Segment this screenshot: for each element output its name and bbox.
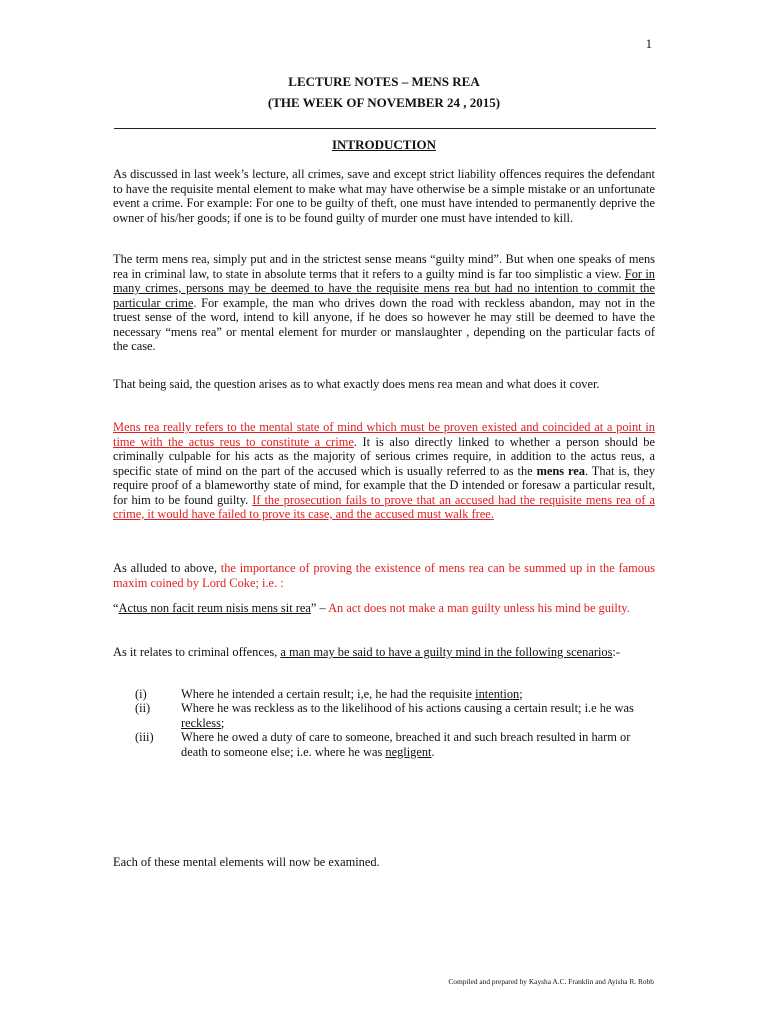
paragraph-scenarios-intro [113, 645, 655, 660]
page-number: 1 [645, 37, 652, 51]
list-text [181, 701, 655, 730]
closing-sentence: Each of these mental elements will now be examined. [113, 855, 380, 869]
paragraph-maxim [113, 601, 655, 616]
text-span: Where he intended a certain result; i,e, he had the requisite [181, 687, 476, 701]
underlined-text: a man may be said to have a guilty mind in the following scenarios [280, 645, 613, 659]
document-subtitle: (THE WEEK OF NOVEMBER 24 , 2015) [267, 95, 501, 110]
text-span: ; [220, 715, 225, 730]
list-number: (i) [135, 687, 147, 701]
list-item [135, 730, 655, 759]
list-text [181, 730, 655, 759]
highlighted-text: the importance of proving the existence of mens rea can be summed up in the famous maxim coined by Lord Coke; i.e. : [113, 561, 655, 590]
key-term: intention [475, 687, 520, 701]
list-number: (iii) [135, 730, 154, 744]
key-term: negligent [385, 744, 432, 759]
text-span: As alluded to above, [113, 561, 221, 575]
paragraph-question: That being said, the question arises as to what exactly does mens rea mean and what does it cover. [113, 377, 600, 391]
document-title: LECTURE NOTES – MENS REA [288, 74, 480, 89]
text-span: ” – [310, 601, 329, 615]
list-text [181, 687, 655, 702]
text-span: As it relates to criminal offences, [113, 645, 281, 659]
page-footer: Compiled and prepared by Kaysha A.C. Franklin and Ayisha R. Robb [448, 977, 654, 986]
text-span: . [431, 744, 435, 759]
bold-term: mens rea [536, 463, 585, 478]
underlined-text: For in many crimes, persons may be deemed to have the requisite mens rea but had no intention to commit the particular crime [113, 266, 655, 310]
list-item [135, 701, 655, 730]
text-span: ; [519, 687, 523, 701]
key-term: reckless [181, 715, 221, 730]
title-divider [114, 128, 656, 129]
latin-maxim: Actus non facit reum nisis mens sit rea [118, 601, 311, 615]
paragraph-intro: As discussed in last week’s lecture, all crimes, save and except strict liability offences requires the defendant to have the requisite mental element to make what may have otherwise be a simple mistake or an unfortunate event a crime. For example: For one to be guilty of theft, one must have intended to permanently deprive the owner of his/her goods; if one is to be found guilty of murder one must have intended to kill. [113, 167, 655, 225]
list-number: (ii) [135, 701, 151, 715]
text-span: The term mens rea, simply put and in the strictest sense means “guilty mind”. But when one speaks of mens rea in criminal law, to state in absolute terms that it refers to a guilty mind is far too simplistic a view. [113, 252, 655, 281]
section-heading: INTRODUCTION [331, 137, 436, 152]
text-span: Where he was reckless as to the likelihood of his actions causing a certain result; i.e he was [181, 701, 634, 715]
paragraph-mental-state [113, 420, 655, 522]
list-item [135, 687, 655, 702]
maxim-translation: An act does not make a man guilty unless his mind be guilty. [328, 601, 630, 615]
text-span: Where he owed a duty of care to someone, breached it and such breach resulted in harm or death to someone else; i.e. where he was [181, 730, 631, 759]
text-span: . For example, the man who drives down the road with reckless abandon, may not in the truest sense of the word, intend to kill anyone, if he does so however he may still be deemed to have the necessary “mens rea” or mental element for murder or manslaughter , depending on the particular facts of the case. [113, 295, 655, 353]
text-span: . It is also directly linked to whether a person should be criminally culpable for his acts as the majority of serious crimes require, in addition to the actus reus, a specific state of mind on the part of the accused which is usually referred to as the [113, 434, 655, 478]
text-span: “ [113, 601, 119, 615]
text-span: . That is, they require proof of a blameworthy state of mind, for example that the D intended or foresaw a particular result, for him to be found guilty. [113, 463, 656, 507]
highlighted-underlined-text: If the prosecution fails to prove that an accused had the requisite mens rea of a crime, it would have failed to prove its case, and the accused must walk free. [113, 492, 655, 521]
highlighted-underlined-text: Mens rea really refers to the mental state of mind which must be proven existed and coincided at a point in time with the actus reus to constitute a crime [113, 420, 655, 449]
paragraph-mens-rea-definition [113, 252, 655, 354]
paragraph-importance [113, 561, 655, 590]
text-span: :- [612, 645, 620, 659]
